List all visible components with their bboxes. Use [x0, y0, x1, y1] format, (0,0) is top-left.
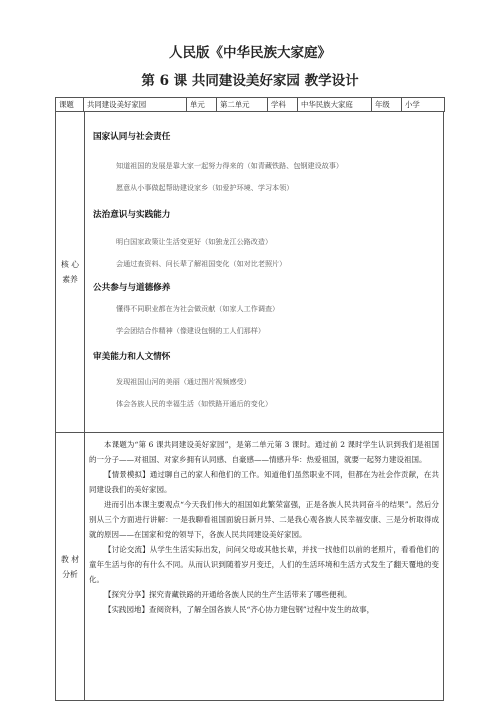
- textbook-analysis-label-line1: 教 材: [60, 554, 80, 564]
- literacy-item: 体会各族人民的幸福生活（如铁路开通后的变化）: [116, 399, 273, 408]
- literacy-item: 学会团结合作精神（像建设包钢的工人们那样）: [116, 326, 265, 335]
- literacy-heading: 公共参与与道德修养: [93, 283, 171, 293]
- core-literacy-section: [55, 111, 444, 433]
- literacy-item: 愿意从小事做起帮助建设家乡（如爱护环境、学习本领）: [116, 183, 294, 192]
- lesson-info-table: [55, 97, 445, 112]
- literacy-item: 懂得不同职业都在为社会做贡献（如家人工作调查）: [116, 304, 280, 313]
- literacy-item: 明白国家政策让生活变更好（如独龙江公路改造）: [116, 237, 273, 246]
- textbook-title: 人民版《中华民族大家庭》: [169, 45, 331, 61]
- core-literacy-label: [56, 112, 85, 432]
- unit-value: 第二单元: [217, 98, 268, 112]
- analysis-text: [89, 437, 439, 617]
- analysis-paragraph: 本课题为“第 6 课共同建设美好家园”，是第二单元第 3 课时。通过前 2 课时学生认识到我们是祖国的一分子——对祖国、对家乡拥有认同感、自豪感——情感升华：热爱祖国，就要一起努力建设祖国。: [89, 440, 439, 464]
- textbook-analysis-label: [56, 433, 85, 700]
- grade-label: 年级: [372, 98, 402, 112]
- subject-value: 中华民族大家庭: [298, 98, 372, 112]
- literacy-item: 知道祖国的发展是靠大家一起努力得来的（如青藏铁路、包钢建设故事）: [116, 161, 343, 170]
- document-title: [0, 44, 500, 90]
- textbook-analysis-label-line2: 分析: [62, 569, 78, 579]
- core-literacy-label-line2: 素养: [62, 275, 78, 284]
- textbook-analysis-content: [85, 433, 443, 700]
- grade-value: 小学: [402, 98, 445, 112]
- core-literacy-content: [85, 112, 443, 432]
- core-literacy-label-line1: 核 心: [60, 260, 80, 269]
- analysis-paragraph: 【实践园地】查阅资料，了解全国各族人民“齐心协力建包钢”过程中发生的故事，: [104, 605, 375, 614]
- analysis-paragraph: 【情景模拟】通过聊自己的家人和他们的工作。知道他们虽然职业不同，但都在为社会作贡献，在共同建设我们的美好家园。: [89, 470, 439, 494]
- analysis-paragraph: 【探究分享】探究青藏铁路的开通给各族人民的生产生活带来了哪些便利。: [104, 590, 352, 599]
- unit-label: 单元: [187, 98, 217, 112]
- lesson-title: 第 6 课 共同建设美好家园 教学设计: [141, 73, 359, 89]
- analysis-paragraph: 进而引出本课主要观点“今天我们伟大的祖国如此繁荣富强，正是各族人民共同奋斗的结果”。然后分别从三个方面进行讲解：一是我聊看祖国面貌日新月异、二是我心观各族人民幸福安康、三是分析取得成就的原因——在国家和党的领导下，各族人民共同建设美好家园。: [89, 500, 439, 539]
- analysis-paragraph: 【讨论交流】从学生生活实际出发，问问父母或其他长辈，并找一找他们以前的老照片，看看他们的童年生活与你的有什么不同。从而认识到随着岁月变迁，人们的生活环境和生活方式发生了翻天覆地的变化。: [89, 545, 439, 584]
- lesson-label: 课题: [56, 98, 84, 112]
- literacy-item: 会通过查资料、问长辈了解祖国变化（如对比老照片）: [116, 259, 287, 268]
- lesson-value: 共同建设美好家园: [84, 98, 187, 112]
- literacy-heading: 国家认同与社会责任: [93, 132, 171, 142]
- textbook-analysis-section: [55, 433, 444, 701]
- lesson-info-row: [56, 98, 445, 112]
- literacy-heading: 审美能力和人文情怀: [93, 352, 171, 362]
- literacy-item: 发现祖国山河的美丽（通过图片视频感受）: [116, 377, 251, 386]
- literacy-heading: 法治意识与实践能力: [93, 210, 171, 220]
- subject-label: 学科: [268, 98, 298, 112]
